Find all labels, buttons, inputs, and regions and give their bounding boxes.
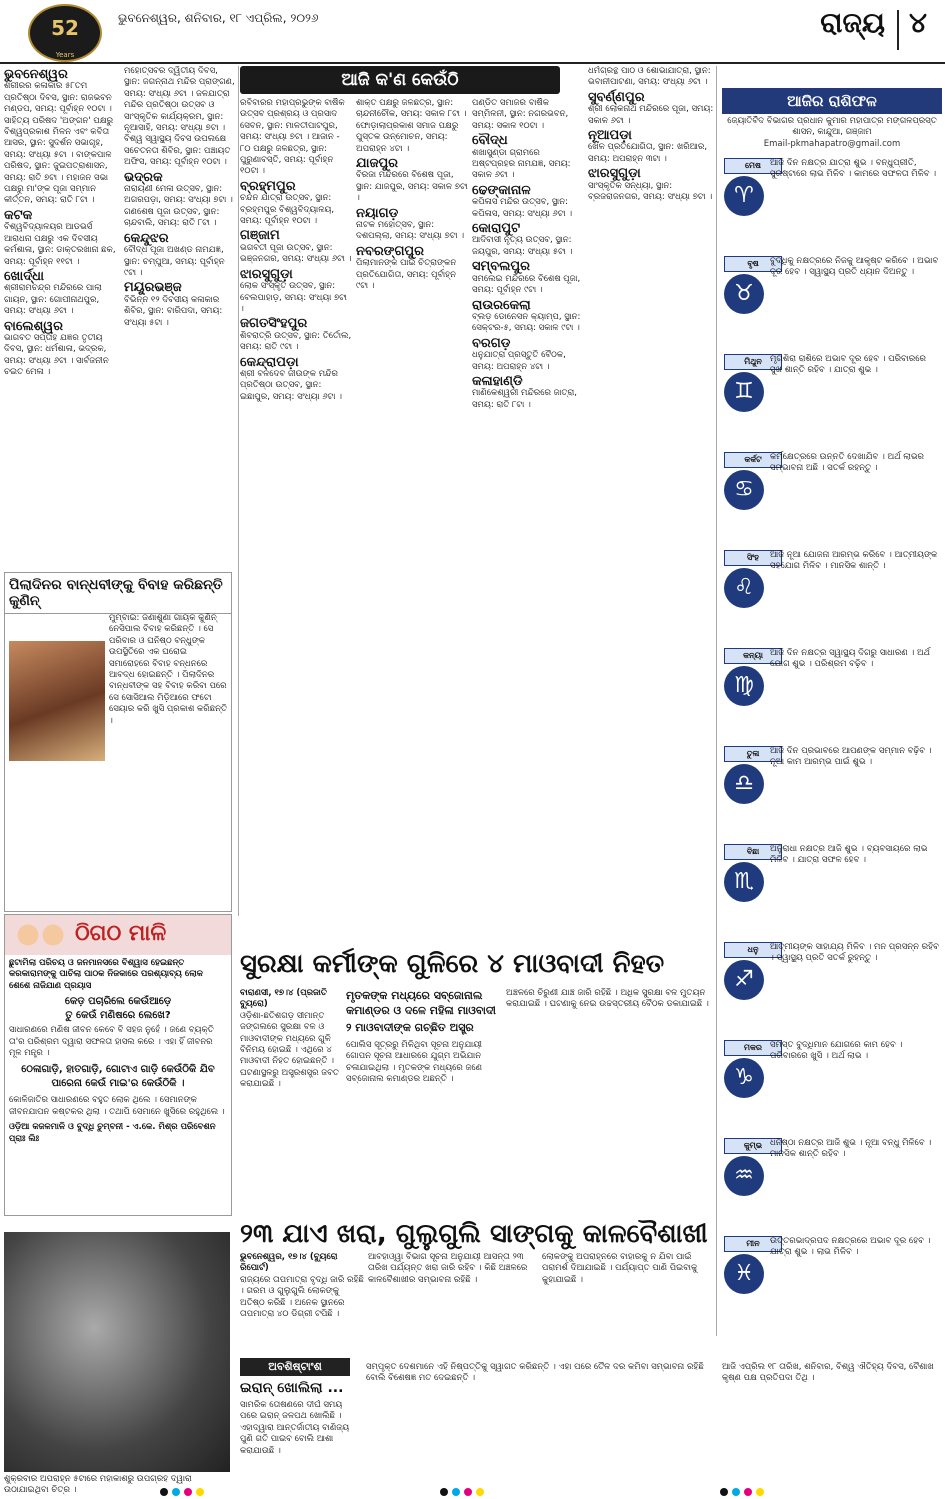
- event-listing: ଧନୁଯାତ୍ରା ପ୍ରସ୍ତୁତି ବୈଠକ, ସମୟ: ଅପରାହ୍ନ ୪ଟା ।: [472, 350, 566, 372]
- zodiac-text: ଉତ୍ତରଭାଦ୍ରପଦ ନକ୍ଷତ୍ରରେ ଅଭାବ ଦୂର ହେବ । ଯାତ୍ରା ଶୁଭ । ଲାଭ ମିଳିବ ।: [770, 1236, 931, 1258]
- event-listing: ଶ୍ରୀ ଲୋକନାଥ ମନ୍ଦିରରେ ପୂଜା, ସମୟ: ସକାଳ ୬ଟା ।: [588, 104, 714, 126]
- district-heading: ଝାରସୁଗୁଡ଼ା: [240, 266, 293, 282]
- zodiac-text: ଆଜି ଦିନ ପ୍ରଭାବରେ ଆପଣଙ୍କ ସମ୍ମାନ ବଢ଼ିବ । ନୂଆ କାମ ଆରମ୍ଭ ପାଇଁ ଶୁଭ ।: [770, 746, 932, 768]
- event-listing: ଭଗବତୀ ପୂଜା ଉତ୍ସବ, ସ୍ଥାନ: ଭଞ୍ଜନଗର, ସମୟ: ସଂଧ୍ୟା ୬ଟା ।: [240, 242, 352, 265]
- zodiac-name: କନ୍ୟା: [724, 648, 782, 664]
- logo-sub: Years: [55, 51, 75, 59]
- registration-dot: [720, 1488, 728, 1496]
- rashifal-email: Email-pkmahapatro@gmail.com: [763, 138, 901, 149]
- lead-col-3: ଅଞ୍ଚଳରେ ଚିରୁଣୀ ଯାଞ୍ଚ ଜାରି ରହିଛି । ଅଧିକ ସୁରକ୍ଷା ବଳ ମୁତୟନ କରାଯାଇଛି । ଘଟଣାକୁ ନେଇ ଉଚ୍ଚସ୍ତରୀୟ ବୈଠକ ଡକାଯାଇଛି ।: [506, 988, 709, 1010]
- zodiac-icon: ♑: [724, 1058, 764, 1098]
- event-listing: ଖେଳ ପ୍ରତିଯୋଗିତା, ସ୍ଥାନ: ଖରିଆର, ସମୟ: ଅପରାହ୍ନ ୩ଟା ।: [588, 142, 708, 164]
- cartoon-quote: ଠେଳାଗାଡ଼ି, ହାତଗାଡ଼ି, ଗୋଟାଏ ଗାଡ଼ି କେଉଁଠିକି ଯିବ ପାରେନା କେଉଁ ମାଇ'ର କେଉଁଠିକି ।: [21, 1064, 215, 1090]
- cartoon-column: [4, 914, 232, 1216]
- zodiac-icon: ♋: [724, 470, 764, 510]
- district-heading: ଖୋର୍ଦ୍ଧା: [4, 268, 44, 284]
- zodiac-text: ଆଜି ଦିନ ନକ୍ଷତ୍ର ସ୍ୱାସ୍ଥ୍ୟ ଦିଗରୁ ସାଧାରଣ । ଅର୍ଥ ଯୋଗ ଶୁଭ । ପରିଶ୍ରମ ବଢ଼ିବ ।: [770, 648, 931, 670]
- district-heading: କୋରାପୁଟ: [472, 221, 521, 237]
- district-heading: କେନ୍ଦ୍ରାପଡ଼ା: [240, 354, 299, 370]
- district-heading: ଯାଜପୁର: [356, 156, 399, 172]
- cartoon-q1: କେଡ଼ ପଚାରିଲେ କେଉଁଆଡ଼େ: [64, 996, 172, 1008]
- zodiac-icon: ♏: [724, 862, 764, 902]
- district-heading: ବ୍ରହ୍ମପୁର: [240, 178, 296, 194]
- event-listing: ଧର୍ମଗ୍ରନ୍ଥ ପାଠ ଓ ଶୋଭାଯାତ୍ରା, ସ୍ଥାନ: ଭବାନୀପାଟଣା, ସମୟ: ସଂଧ୍ୟା ୬ଟା ।: [588, 66, 711, 88]
- event-listing: ପିଲାମାନଙ୍କ ପାଇଁ ଚିତ୍ରାଙ୍କନ ପ୍ରତିଯୋଗିତା, ସମୟ: ପୂର୍ବାହ୍ନ ୯ଟା ।: [356, 258, 457, 292]
- events-col-6: [588, 66, 714, 918]
- column-rule: [238, 66, 239, 916]
- zodiac-sign: [720, 844, 942, 938]
- story-wedding-title: ପିଲାଦିନର ବାନ୍ଧବୀଙ୍କୁ ବିବାହ କରିଛନ୍ତି କୁଣିନ୍: [5, 573, 231, 614]
- issue-date: ଭୁବନେଶ୍ୱର, ଶନିବାର, ୧୮ ଏପ୍ରିଲ, ୨୦୨୬: [118, 11, 319, 25]
- zodiac-icon: ♓: [724, 1254, 764, 1294]
- event-listing: ସାଂସ୍କୃତିକ ସନ୍ଧ୍ୟା, ସ୍ଥାନ: ବ୍ରଜରାଜନଗର, ସମୟ: ସଂଧ୍ୟା ୭ଟା ।: [588, 180, 713, 203]
- zodiac-sign: [720, 746, 942, 840]
- cartoon-body2: କୋଳିଜାତିର ସାଧାରଣରେ ବହୁତ ଲୋକ ଥିଲେ । ସେମାନଙ୍କ ଜୀବନଯାପନ କଷ୍ଟକର ଥିଲା । ତଥାପି ସେମାନେ ଖୁସିରେ ରହୁଥିଲେ ।: [9, 1095, 225, 1117]
- district-heading: ଭୁବନେଶ୍ୱର: [4, 67, 68, 82]
- zodiac-icon: ♌: [724, 568, 764, 608]
- rashifal-byline-box: [722, 116, 942, 152]
- event-listing: ଚନ୍ଦନ ଯାତ୍ରା ଉତ୍ସବ, ସ୍ଥାନ: ବ୍ରହ୍ମପୁର ବିଶ୍ୱବିଦ୍ୟାଳୟ, ସମୟ: ପୂର୍ବାହ୍ନ ୧୦ଟା ।: [240, 193, 335, 227]
- zodiac-name: ବିଛା: [724, 844, 782, 860]
- satellite-image: [4, 1232, 230, 1472]
- continued-title: ଇରାନ୍ ଖୋଲିଲା ...: [240, 1380, 344, 1396]
- rashifal-byline: ଜ୍ୟୋତିର୍ବିଦ ବିଭାଗର ପ୍ରଧାନ କୁମାର ମହାପାତ୍ର ମଙ୍ଗଳପ୍ରସ୍ତ ଶାସନ, କାନ୍ଦୁଆ, ଗଞ୍ଜାମ: [727, 116, 937, 138]
- district-heading: ନବରଙ୍ଗପୁର: [356, 243, 425, 259]
- event-listing: ବିରଜା ମନ୍ଦିରରେ ବିଶେଷ ପୂଜା, ସ୍ଥାନ: ଯାଜପୁର, ସମୟ: ସକାଳ ୭ଟା ।: [356, 170, 468, 204]
- zodiac-sign: [720, 1040, 942, 1134]
- logo-number: 52: [51, 16, 79, 40]
- event-listing: ମହୋତ୍ସବର ଦ୍ୱିତୀୟ ଦିବସ, ସ୍ଥାନ: ଜଗନ୍ନାଥ ମନ୍ଦିର ପ୍ରାଙ୍ଗଣ, ସମୟ: ସଂଧ୍ୟା ୬ଟା । ଜଳଯାତ୍ରା ମନ୍ଦିର ପ୍ରତିଷ୍ଠା ଉତ୍ସବ ଓ ସାଂସ୍କୃତିକ କାର୍ଯ୍ୟକ୍ରମ, ସ୍ଥାନ: ନୂଆସାହି, ସମୟ: ସଂଧ୍ୟା ୭ଟା । ବିଶ୍ୱ ସ୍ୱାସ୍ଥ୍ୟ ଦିବସ ଉପଲକ୍ଷେ ସଚେତନତା ଶିବିର, ସ୍ଥାନ: ପଞ୍ଚାୟତ ଅଫିସ, ସମୟ: ପୂର୍ବାହ୍ନ ୧୦ଟା ।: [124, 66, 235, 168]
- second-dateline: ଭୁବନେଶ୍ୱର, ୧୭।୪ (ବ୍ୟୁରୋ ରିପୋର୍ଟ): [240, 1252, 338, 1274]
- cartoon-q2: ତୁ କେଉଁ ମଣିଷରେ ଲେଖେ?: [65, 1010, 171, 1022]
- zodiac-name: କର୍କଟ: [724, 452, 782, 468]
- lead-col-1: [240, 988, 342, 1214]
- event-listing: ଭାଗବତ ସପ୍ତାହ ଯଜ୍ଞର ତୃତୀୟ ଦିବସ, ସ୍ଥାନ: ଧର୍ମଶାଳା, ଭଦ୍ରକ, ସମୟ: ସଂଧ୍ୟା ୬ଟା । ସାର୍ବଜନୀନ ଚଇତ ମେଳା ।: [4, 332, 109, 378]
- zodiac-sign: [720, 1138, 942, 1232]
- zodiac-icon: ♊: [724, 372, 764, 412]
- zodiac-icon: ♐: [724, 960, 764, 1000]
- zodiac-sign: [720, 1236, 942, 1330]
- zodiac-name: ସିଂହ: [724, 550, 782, 566]
- zodiac-name: ବୃଷ: [724, 256, 782, 272]
- second-headline: ୨୩ ଯାଏ ଖରା, ଗୁଲୁଗୁଲି ସାଙ୍ଗକୁ କାଳବୈଶାଖୀ: [240, 1219, 708, 1249]
- zodiac-sign: [720, 648, 942, 742]
- story-wedding: [4, 572, 232, 912]
- panji-box: [722, 1362, 942, 1462]
- event-listing: ରବିବାରର ମହାପ୍ରଭୁଙ୍କ ବାର୍ଷିକ ଉତ୍ସବ ପ୍ରଶ୍ରୟ ଓ ପ୍ରସାଦ ସେବନ, ସ୍ଥାନ: ମାଳତୀପାଟପୁର, ସମୟ: ସଂଧ୍ୟା ୭ଟା । ଆଜାନ - ୮୦ ପକ୍ଷରୁ ଜଳଛତ୍ର, ସ୍ଥାନ: ପୁରୁଣାବସ୍ତି, ସମୟ: ପୂର୍ବାହ୍ନ ୧୦ଟା ।: [240, 98, 345, 177]
- zodiac-text: ଆଜି ନୂଆ ଯୋଜନା ଆରମ୍ଭ କରିବେ । ଆତ୍ମୀୟଙ୍କ ସହଯୋଗ ମିଳିବ । ମାନସିକ ଶାନ୍ତି ।: [770, 550, 938, 572]
- district-heading: ନୂଆପଡ଼ା: [588, 128, 632, 144]
- zodiac-text: କର୍ମକ୍ଷେତ୍ରରେ ଉନ୍ନତି ଦେଖାଯିବ । ଅର୍ଥ ଲାଭର ସମ୍ଭାବନା ଅଛି । ସତର୍କ ରହନ୍ତୁ ।: [770, 452, 924, 474]
- zodiac-name: ମକର: [724, 1040, 782, 1056]
- zodiac-text: ଅନୁରାଧା ନକ୍ଷତ୍ର ଆଜି ଶୁଭ । ବ୍ୟବସାୟରେ ଲାଭ ମିଳିବ । ଯାତ୍ରା ସଫଳ ହେବ ।: [770, 844, 928, 866]
- cartoon-header: [5, 915, 231, 955]
- event-listing: ଶଖାସୁଣ୍ଡା ଗ୍ରାମରେ ଅଷ୍ଟପ୍ରହର ନାମଯଜ୍ଞ, ସମୟ: ସକାଳ ୬ଟା ।: [472, 147, 571, 181]
- cartoon-body1: ସାଧାରଣରେ ମଣିଷ ଜୀବନ କେବେ ବି ସହଜ ନୁହେଁ । ଜଣେ ବ୍ୟକ୍ତି ତା'ର ପରିଶ୍ରମ ଦ୍ୱାରା ସଫଳତା ହାସଲ କରେ । ଏହା ହିଁ ଜୀବନର ମୂଳ ମନ୍ତ୍ର ।: [9, 1025, 214, 1059]
- zodiac-sign: [720, 942, 942, 1036]
- zodiac-sign: [720, 550, 942, 644]
- print-registration-strip: [0, 1484, 945, 1499]
- event-listing: ପଣ୍ଡିତ ସମାଜର ବାର୍ଷିକ ସମ୍ମିଳନୀ, ସ୍ଥାନ: ନଗରଭବନ, ସମୟ: ସକାଳ ୧୦ଟା ।: [472, 98, 569, 131]
- event-listing: ଶିବରାତ୍ରି ଉତ୍ସବ, ସ୍ଥାନ: ତିର୍ତୋଲ, ସମୟ: ରାତି ୯ଟା ।: [240, 330, 352, 353]
- registration-dot: [744, 1488, 752, 1496]
- zodiac-sign: [720, 452, 942, 546]
- continued-body-2: ସମ୍ପୃକ୍ତ ଦେଶମାନେ ଏହି ନିଷ୍ପତ୍ତିକୁ ସ୍ୱାଗତ କରିଛନ୍ତି । ଏହା ପରେ ତୈଳ ଦର କମିବା ସମ୍ଭାବନା ରହିଛି ବୋଲି ବିଶେଷଜ୍ଞ ମତ ଦେଇଛନ୍ତି ।: [366, 1362, 704, 1384]
- page-number: ୪: [909, 6, 927, 39]
- anniversary-logo: [28, 4, 102, 62]
- zodiac-icon: ♈: [724, 176, 764, 216]
- zodiac-text: ମୃଗଶିରା ରାଶିରେ ଅଭାବ ଦୂର ହେବ । ପରିବାରରେ ସୁଖ ଶାନ୍ତି ରହିବ । ଯାତ୍ରା ଶୁଭ ।: [770, 354, 926, 376]
- registration-dot: [464, 1488, 472, 1496]
- zodiac-name: ମିଥୁନ: [724, 354, 782, 370]
- district-heading: କଟକ: [4, 207, 33, 223]
- today-banner: ଆଜି କ'ଣ କେଉଁଠି: [240, 66, 560, 94]
- registration-dot: [452, 1488, 460, 1496]
- event-listing: ଶ୍ରୀରାମଚନ୍ଦ୍ର ମନ୍ଦିରରେ ପାଲା ଗାୟନ, ସ୍ଥାନ: ଗୋପୀନାଥପୁର, ସମୟ: ସଂଧ୍ୟା ୬ଟା ।: [4, 283, 102, 317]
- district-heading: ସମ୍ବଲପୁର: [472, 259, 530, 275]
- event-listing: ଶ୍ରୀ ବଳଦେବ ଜୀଉଙ୍କ ମନ୍ଦିର ପ୍ରତିଷ୍ଠା ଉତ୍ସବ, ସ୍ଥାନ: ଇଛାପୁର, ସମୟ: ସଂଧ୍ୟା ୬ଟା ।: [240, 368, 342, 402]
- second-col-3: ଲୋକଙ୍କୁ ଅପରାହ୍ନରେ ବାହାରକୁ ନ ଯିବା ପାଇଁ ପରାମର୍ଶ ଦିଆଯାଇଛି । ପର୍ଯ୍ୟାପ୍ତ ପାଣି ପିଇବାକୁ କୁହାଯାଇଛି ।: [542, 1252, 698, 1285]
- zodiac-icon: ♍: [724, 666, 764, 706]
- zodiac-text: ଆଜି ଦିନ ନକ୍ଷତ୍ର ଯାତ୍ରା ଶୁଭ । ବନ୍ଧୁପ୍ରୀତି, ସୁରଷ୍ଟାରେ ଲାଭ ମିଳିବ । କାମରେ ସଫଳତା ମିଳିବ ।: [770, 158, 937, 180]
- cartoon-faces-icon: [13, 919, 67, 951]
- events-col-5: [472, 98, 584, 918]
- event-listing: ସମଲେଇ ମନ୍ଦିରରେ ବିଶେଷ ପୂଜା, ସମୟ: ପୂର୍ବାହ୍ନ ୯ଟା ।: [472, 273, 581, 296]
- cartoon-caption: ଛୁଟାମିଲା ପରିଚୟ ଓ ଜନମାନସରେ ବିଶ୍ୱାସ ହେଇଛନ୍ତ କରକାରାମଙ୍କୁ ପାଚିଲା ପାଠକ ନିଜକାରେ ପରଶ୍ୟାବ୍ୟ ଲୋକ ଶେଶେ ନାଜିଯାଣ ପ୍ରୟାସ: [9, 958, 203, 991]
- couple-photo: [9, 641, 105, 761]
- rashifal-banner: ଆଜିର ରାଶିଫଳ: [722, 88, 942, 114]
- masthead-divider: [897, 10, 899, 50]
- events-col-1: [4, 66, 120, 568]
- event-listing: ବିଭିନ୍ନ ୧୨ ଦିବସୀୟ କଳାକାର ଶିବିର, ସ୍ଥାନ: ବାରିପଦା, ସମୟ: ସଂଧ୍ୟା ୫ଟା ।: [124, 294, 223, 328]
- registration-dot: [160, 1488, 168, 1496]
- lead-col-2: ପୋଲିସ ସୂତ୍ରରୁ ମିଳିଥିବା ସୂଚନା ଅନୁଯାୟୀ ଗୋପନ ସୂଚନା ଆଧାରରେ ଯୁଗ୍ମ ଅଭିଯାନ ଚଳାଯାଇଥିଲା । ମୃତକଙ୍କ ମଧ୍ୟରେ ଜଣେ ସବ୍‌ଜୋନାଲ କମାଣ୍ଡର ଅଛନ୍ତି ।: [346, 1040, 483, 1085]
- event-listing: ନାଟକ ମହୋତ୍ସବ, ସ୍ଥାନ: ଦଶପଲ୍ଲା, ସମୟ: ସଂଧ୍ୟା ୭ଟା ।: [356, 220, 465, 242]
- events-col-3: [240, 98, 352, 918]
- district-heading: ବୌଦ୍ଧ: [472, 133, 508, 149]
- lead-subheads: [346, 988, 502, 1035]
- zodiac-name: ମେଷ: [724, 158, 782, 174]
- district-heading: ସୁବର୍ଣ୍ଣପୁର: [588, 89, 645, 105]
- second-body-1: ରାଜ୍ୟରେ ତାପମାତ୍ରା ବୃଦ୍ଧି ଜାରି ରହିଛି । ଗରମ ଓ ଗୁଲୁଗୁଲି ଲୋକଙ୍କୁ ଅତିଷ୍ଠ କରିଛି । ଅନେକ ସ୍ଥାନରେ ତାପମାତ୍ରା ୪୦ ଡିଗ୍ରୀ ଟପିଛି ।: [240, 1274, 364, 1320]
- zodiac-sign: [720, 158, 942, 252]
- zodiac-icon: ♎: [724, 764, 764, 804]
- zodiac-icon: ♉: [724, 274, 764, 314]
- registration-dot: [440, 1488, 448, 1496]
- registration-dot: [196, 1488, 204, 1496]
- zodiac-sign: [720, 256, 942, 350]
- zodiac-name: ତୁଳା: [724, 746, 782, 762]
- lead-sub-2: ୨ ମାଓବାଦୀଙ୍କ ଗଚ୍ଛିତ ଅସ୍ତ୍ର: [346, 1021, 474, 1034]
- cartoon-title: ଠିଗଠ ମାଳି: [75, 921, 167, 946]
- events-col-2: [124, 66, 236, 568]
- registration-dot: [476, 1488, 484, 1496]
- district-heading: ଢେଙ୍କାନାଳ: [472, 182, 531, 198]
- column-rule: [716, 66, 717, 1336]
- district-heading: କେନ୍ଦୁଝର: [124, 230, 169, 246]
- event-listing: ବ୍ଲଡ଼ ଡୋନେସନ କ୍ୟାମ୍ପ, ସ୍ଥାନ: ସେକ୍ଟର-୫, ସମୟ: ସକାଳ ୯ଟା ।: [472, 311, 581, 334]
- zodiac-text: ବୁଦ୍ଧିକୁ ନକ୍ଷତ୍ରରେ ନିଜକୁ ଆକୃଷ୍ଟ କରିବେ । ଅଭାବ ଦୂର ହେବ । ସ୍ୱାସ୍ଥ୍ୟ ପ୍ରତି ଧ୍ୟାନ ଦିଅନ୍ତୁ ।: [770, 256, 939, 278]
- zodiac-name: କୁମ୍ଭ: [724, 1138, 782, 1154]
- lead-body-1: ଓଡ଼ିଶା-ଛତିଶଗଡ଼ ସୀମାନ୍ତ ଜଙ୍ଗଲରେ ସୁରକ୍ଷା ବଳ ଓ ମାଓବାଦୀଙ୍କ ମଧ୍ୟରେ ଗୁଳି ବିନିମୟ ହୋଇଛି । ଏଥିରେ ୪ ମାଓବାଦୀ ନିହତ ହୋଇଛନ୍ତି । ଘଟଣାସ୍ଥଳରୁ ଅସ୍ତ୍ରଶସ୍ତ୍ର ଜବତ କରାଯାଇଛି ।: [240, 1010, 339, 1090]
- zodiac-icon: ♒: [724, 1156, 764, 1196]
- masthead: [0, 0, 945, 64]
- zodiac-sign: [720, 354, 942, 448]
- satellite-caption: ଶୁକ୍ରବାର ଅପରାହ୍ନ ୫ଟାରେ ମହାକାଶରୁ ଉପଗ୍ରହ ଦ୍ୱାରା ଉଠାଯାଇଥିବା ଚିତ୍ର ।: [4, 1474, 192, 1496]
- lead-sub-1: ମୃତକଙ୍କ ମଧ୍ୟରେ ସବ୍‌ଜୋନାଲ କମାଣ୍ଡର ଓ ଦଳେ ମହିଳା ମାଓବାଦୀ: [346, 989, 496, 1017]
- registration-dot: [732, 1488, 740, 1496]
- district-heading: ନୟାଗଡ଼: [356, 205, 399, 221]
- district-heading: ରାଉରକେଲା: [472, 297, 531, 313]
- district-heading: ମୟୂରଭଞ୍ଜ: [124, 280, 182, 296]
- zodiac-name: ଧନୁ: [724, 942, 782, 958]
- zodiac-text: ସମସ୍ତ ବୁଦ୍ଧିମାନ ଯୋଗରେ କାମ ହେବ । ପରିବାରରେ ଖୁସି । ଅର୍ଥ ଲାଭ ।: [770, 1040, 903, 1062]
- event-listing: ଲୋକ ସଂସ୍କୃତି ଉତ୍ସବ, ସ୍ଥାନ: ବେଲପାହାଡ଼, ସମୟ: ସଂଧ୍ୟା ୭ଟା ।: [240, 281, 347, 314]
- lead-dateline: ବାରାଣସୀ, ୧୭।୪ (ପ୍ରଜାତି ବ୍ୟୁରୋ): [240, 988, 327, 1010]
- lead-headline: ସୁରକ୍ଷା କର୍ମୀଙ୍କ ଗୁଳିରେ ୪ ମାଓବାଦୀ ନିହତ: [240, 949, 665, 979]
- registration-dot: [172, 1488, 180, 1496]
- second-col-1: [240, 1252, 364, 1352]
- district-heading: ଜଗତସିଂହପୁର: [240, 316, 308, 332]
- section-name: ରାଜ୍ୟ: [820, 6, 885, 39]
- district-heading: ଭଦ୍ରକ: [124, 169, 163, 185]
- district-heading: ଝାରସୁଗୁଡ଼ା: [588, 166, 641, 182]
- event-listing: ଶାକ୍ତ ପକ୍ଷରୁ ଜଳଛତ୍ର, ସ୍ଥାନ: ଚାନ୍ଦନୀଚୌକ, ସମୟ: ସକାଳ ୮ଟା । ଫୋଡ଼ାଲାପ୍ରକାଶ ସମାଜ ପକ୍ଷରୁ ପୁସ୍ତକ ଉନ୍ମୋଚନ, ସମୟ: ଅପରାହ୍ନ ୪ଟା ।: [356, 98, 467, 154]
- events-col-4: [356, 98, 468, 918]
- cartoon-credit: ଓଡ଼ିଆ କଜଳମାଳି ଓ ବୁଦ୍ଧି ଚୁମ୍ବନୀ - ଏ.କେ. ମିଶ୍ର ପରିବେଶନ ପ୍ରାଃ ଲିଃ: [9, 1122, 216, 1144]
- story-wedding-body: ମୁମ୍ବାଇ: ଜଣାଶୁଣା ଗାୟକ କୁଣିନ୍ ନେସିପାଲ ବିବାହ କରିଛନ୍ତି । ସେ ପରିବାର ଓ ଘନିଷ୍ଠ ବନ୍ଧୁଙ୍କ ଉପସ୍ଥିତିରେ ଏକ ଘରୋଇ ସମାରୋହରେ ବିବାହ ବନ୍ଧନରେ ଆବଦ୍ଧ ହୋଇଛନ୍ତି । ପିଲାଦିନର ବାନ୍ଧବୀଙ୍କ ସହ ବିବାହ କରିବା ପରେ ସେ ସୋସିଆଲ ମିଡ଼ିଆରେ ଫଟୋ ସେୟାର କରି ଖୁସି ପ୍ରକାଶ କରିଛନ୍ତି ।: [109, 613, 227, 726]
- registration-dot: [756, 1488, 764, 1496]
- district-heading: କଳାହାଣ୍ଡି: [472, 373, 523, 389]
- continued-body: ସାମରିକ ତୋଷଣରେ ଦୀର୍ଘ ସମୟ ପରେ ଇରାନ୍ ଜଳପଥ ଖୋଲିଛି । ଏହାଦ୍ୱାରା ଆନ୍ତର୍ଜାତୀୟ ବାଣିଜ୍ୟ ପୁଣି ଗତି ପାଇବ ବୋଲି ଆଶା କରାଯାଉଛି ।: [240, 1400, 350, 1456]
- zodiac-text: ଧନିଷ୍ଠା ନକ୍ଷତ୍ର ଆଜି ଶୁଭ । ନୂଆ ବନ୍ଧୁ ମିଳିବେ । ମାନସିକ ଶାନ୍ତି ରହିବ ।: [770, 1138, 932, 1160]
- event-listing: ବୌଦ୍ଧ ପୂଜା ଅଖଣ୍ଡ ନାମଯଜ୍ଞ, ସ୍ଥାନ: ଚମ୍ପୁଆ, ସମୟ: ପୂର୍ବାହ୍ନ ୯ଟା ।: [124, 245, 225, 278]
- zodiac-text: ଆତ୍ମୀୟଙ୍କ ସାହାଯ୍ୟ ମିଳିବ । ମନ ପ୍ରସନ୍ନ ରହିବ । ସ୍ୱାସ୍ଥ୍ୟ ପ୍ରତି ସତର୍କ ରୁହନ୍ତୁ ।: [770, 942, 939, 964]
- district-heading: ବରଗଡ଼: [472, 335, 511, 351]
- event-listing: ଶରୀରର କଳାକାର ୫୮ତମ ପ୍ରତିଷ୍ଠା ଦିବସ, ସ୍ଥାନ: ରାଜଭବନ ମଣ୍ଡପ, ସମୟ: ପୂର୍ବାହ୍ନ ୧୦ଟା । ସାହିତ୍ୟ ପରିଷଦ 'ଅଙ୍ଗନ' ପକ୍ଷରୁ ବିଶ୍ୱପ୍ରକାଶ ମିଳନ ଏବଂ କବିତା ଆସର, ସ୍ଥାନ: ସୁଦର୍ଶନ ସଭାଗୃହ, ସମୟ: ସଂଧ୍ୟା ୫ଟା । ବାଙ୍କପାଳ ପରିଷଦ, ସ୍ଥାନ: ଜୁଇପତ୍ରାଶାସନ, ସମୟ: ରାତି ୭ଟା । ମହାଜନ ସଭା ପକ୍ଷରୁ ମା'ଙ୍କ ପୂଜା ସମ୍ମାନ କୀର୍ତ୍ତନ, ସମୟ: ରାତି ୮ଟା ।: [4, 81, 114, 206]
- district-heading: ବାଲେଶ୍ୱର: [4, 318, 63, 334]
- event-listing: ମାଣିକେଶ୍ୱରୀ ମନ୍ଦିରରେ ଜାତ୍ରା, ସମୟ: ରାତି ୮ଟା ।: [472, 388, 577, 410]
- zodiac-name: ମୀନ: [724, 1236, 782, 1252]
- panji-text: ଆଜି ଏପ୍ରିଲ ୧୮ ତାରିଖ, ଶନିବାର, ବିଶ୍ୱ ଐତିହ୍ୟ ଦିବସ, ବୈଶାଖ କୃଷ୍ଣ ପକ୍ଷ ପ୍ରତିପଦା ତିଥି ।: [722, 1362, 934, 1384]
- district-heading: ଗଞ୍ଜାମ: [240, 228, 280, 244]
- registration-dot: [184, 1488, 192, 1496]
- second-col-2: ଆବହାଓ୍ୱା ବିଭାଗ ସୂଚନା ଅନୁଯାୟୀ ଆସନ୍ତା ୨୩ ତାରିଖ ପର୍ଯ୍ୟନ୍ତ ଖରା ଜାରି ରହିବ । କିଛି ଅଞ୍ଚଳରେ କାଳବୈଶାଖୀର ସମ୍ଭାବନା ରହିଛି ।: [368, 1252, 528, 1285]
- event-listing: ନାରାୟଣୀ ମେଳା ଉତ୍ସବ, ସ୍ଥାନ: ଅଗରପଡ଼ା, ସମୟ: ସଂଧ୍ୟା ୭ଟା । ଗଣଶେଷ ପୂଜା ଉତ୍ସବ, ସ୍ଥାନ: ଚାନ୍ଦବାଲି, ସମୟ: ରାତି ୮ଟା ।: [124, 184, 233, 229]
- event-listing: କପିଳାସ ମନ୍ଦିର ଉତ୍ସବ, ସ୍ଥାନ: କପିଳାସ, ସମୟ: ସଂଧ୍ୟା ୬ଟା ।: [472, 197, 573, 219]
- event-listing: ବିଶ୍ୱବିଦ୍ୟାଳୟର ଆଡଭର୍ସ ଆରାଧନା ପକ୍ଷରୁ ଏକ ଦିବସୀୟ କର୍ମଶାଳା, ସ୍ଥାନ: ଡାକ୍ତରଖାନା ଛକ, ସମୟ: ପୂର୍ବାହ୍ନ ୧୧ଟା ।: [4, 222, 116, 267]
- continued-label: ଅବଶିଷ୍ଟାଂଶ: [240, 1358, 350, 1376]
- event-listing: ଆଦିବାସୀ ନୃତ୍ୟ ଉତ୍ସବ, ସ୍ଥାନ: ଜୟପୁର, ସମୟ: ସଂଧ୍ୟା ୫ଟା ।: [472, 235, 573, 257]
